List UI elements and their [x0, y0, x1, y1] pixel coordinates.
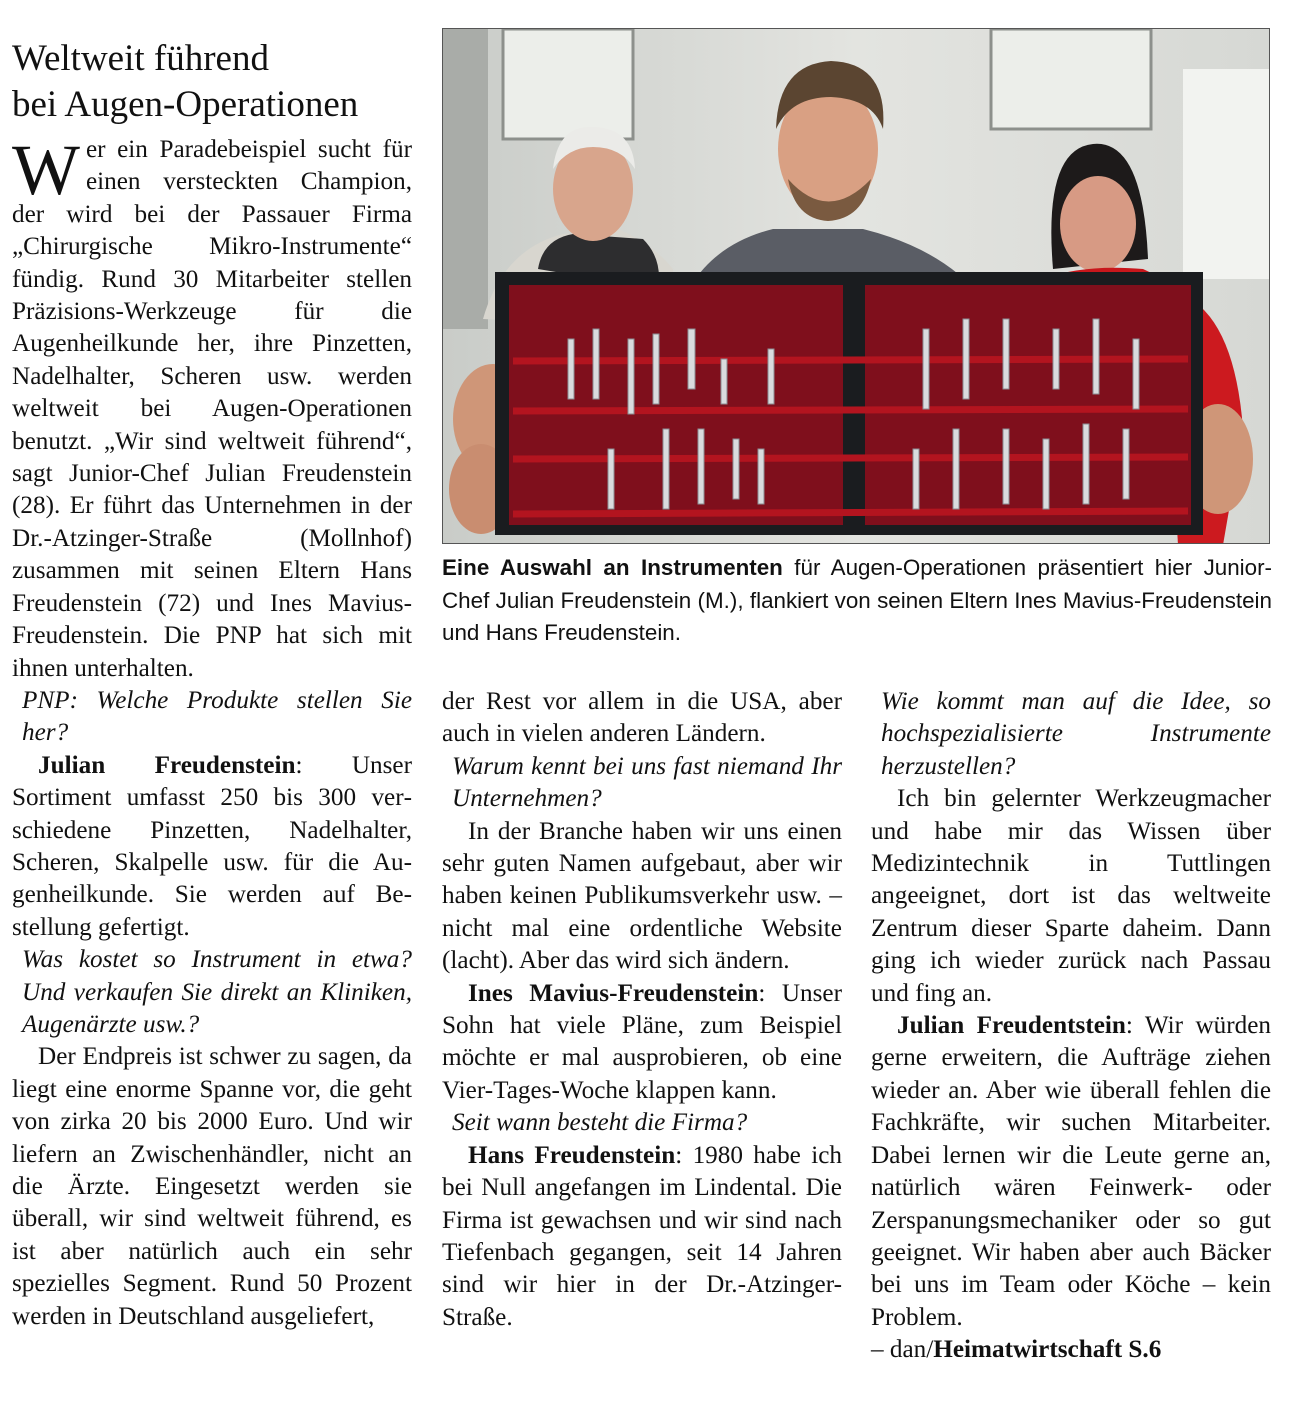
answer-1-text: : Unser Sortiment umfasst 250 bis 300 verschiedene Pinzetten, Nadelhalter, Scheren, Skalpelle usw. für die Augenheilkunde. Sie werden auf Bestellung gefertigt. [12, 751, 412, 941]
signature-prefix: – dan/ [871, 1336, 934, 1364]
drop-cap: W [12, 130, 80, 210]
signature-reference: Heimatwirtschaft S.6 [933, 1336, 1162, 1364]
answer-4-text: : 1980 habe ich bei Null angefangen im Lindental. Die Firma ist gewachsen und wir sind nach Tiefenbach gegangen, seit 14 Jahren sind wir hier in der Dr.-Atzinger-Straße. [442, 1141, 842, 1331]
answer-6-speaker: Julian Freudentstein [897, 1012, 1126, 1040]
answer-3b-text: : Unser Sohn hat viele Pläne, zum Beispiel möchte er mal ausprobieren, ob eine Vier-Tages-Woche klappen kann. [442, 979, 842, 1104]
question-5: Wie kommt man auf die Idee, so hochspezialisierte Instrumente herzustellen? [881, 688, 1271, 780]
answer-2-part-2: der Rest vor allem in die USA, aber auch in vielen anderen Ländern. [442, 688, 842, 748]
column-3 [871, 686, 1271, 1367]
caption-text: für Augen-Operationen präsentiert hier Junior-Chef Julian Freudenstein (M.), flankiert von seinen Eltern Ines Mavius-Freudenstein und Hans Freudenstein. [442, 555, 1273, 645]
intro-paragraph [12, 130, 412, 685]
caption-lead: Eine Auswahl an Instrumenten [442, 555, 783, 580]
answer-1-speaker: Julian Freudenstein [38, 751, 296, 779]
answer-6 [871, 1010, 1271, 1334]
answer-2-part-1: Der Endpreis ist schwer zu sagen, da liegt eine enorme Spanne vor, die geht von zirka 20 bis 2000 Euro. Und wir liefern an Zwischenhändler, nicht an die Ärzte. Eingesetzt werden sie überall, wir sind weltweit führend, es ist aber natürlich auch ein sehr spezielles Segment. Rund 50 Prozent werden in Deutschland ausgeliefert, [12, 1043, 412, 1330]
question-2: Was kostet so Instrument in etwa? Und verkaufen Sie direkt an Kliniken, Augenärzte usw.? [22, 946, 412, 1038]
photo-caption [442, 552, 1272, 650]
answer-1 [12, 750, 412, 944]
signature [871, 1334, 1271, 1366]
question-3: Warum kennt bei uns fast niemand Ihr Unternehmen? [452, 752, 842, 813]
answer-3: In der Branche haben wir uns einen sehr guten Namen aufgebaut, aber wir haben keinen Publikumsverkehr usw. – nicht mal eine ordentliche Website (lacht). Aber das wird sich ändern. [442, 817, 842, 975]
column-1 [12, 130, 412, 1333]
answer-3b-speaker: Ines Mavius-Freudenstein [468, 979, 759, 1007]
headline-line-2: bei Augen-Operationen [12, 84, 359, 125]
answer-4 [442, 1140, 842, 1334]
answer-3b [442, 978, 842, 1108]
column-2 [442, 686, 842, 1334]
intro-text: er ein Paradebeispiel sucht für einen versteckten Champion, der wird bei der Passauer Firma „Chirurgische Mikro-Instrumente“ fündig. Rund 30 Mitarbeiter stellen Präzisions-Werkzeuge für die Augenheilkunde her, ihre Pinzetten, Nadelhalter, Scheren usw. werden weltweit bei Augen-Operationen benutzt. „Wir sind weltweit führend“, sagt Junior-Chef Julian Freudenstein (28). Er führt das Unternehmen in der Dr.-Atzinger-Straße (Mollnhof) zusammen mit seinen Eltern Hans Freudenstein (72) und Ines Mavius-Freudenstein. Die PNP hat sich mit ihnen unterhalten. [12, 136, 412, 682]
question-1: PNP: Welche Produkte stellen Sie her? [22, 686, 412, 747]
headline [12, 36, 422, 128]
answer-6-text: : Wir würden gerne erweitern, die Aufträge ziehen wieder an. Aber wie überall fehlen die Fachkräfte, wir suchen Mitarbeiter. Dabei lernen wir die Leute gerne an, natürlich wären Feinwerk- oder Zerspanungsmechaniker oder so gut geeignet. Wir haben aber auch Bäcker bei uns im Team oder Köche – kein Problem. [871, 1012, 1271, 1331]
question-4: Seit wann besteht die Firma? [452, 1109, 748, 1137]
article-photo [442, 28, 1270, 544]
answer-4-speaker: Hans Freudenstein [468, 1141, 676, 1169]
headline-line-1: Weltweit führend [12, 38, 269, 79]
answer-5: Ich bin gelernter Werkzeugmacher und habe mir das Wissen über Medizintechnik in Tuttlingen angeeignet, dort ist das weltweite Zentrum dieser Sparte daheim. Dann ging ich wieder zurück nach Passau und fing an. [871, 785, 1271, 1007]
